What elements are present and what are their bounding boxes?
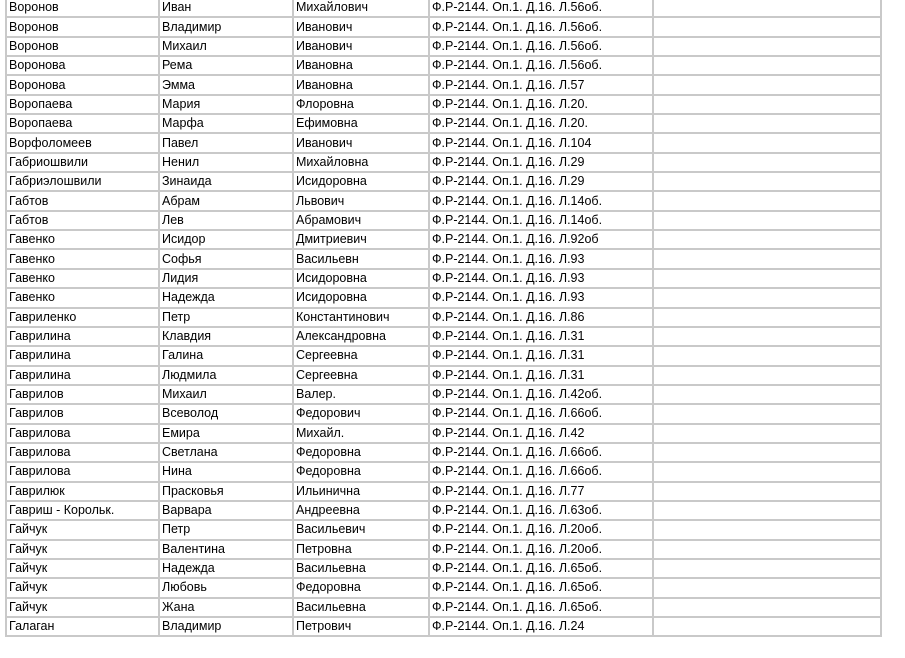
archive-reference-cell: Ф.Р-2144. Оп.1. Д.16. Л.65об.	[428, 558, 652, 577]
archive-reference-cell: Ф.Р-2144. Оп.1. Д.16. Л.57	[428, 74, 652, 93]
patronymic-cell: Ильинична	[292, 481, 428, 500]
archive-reference-cell: Ф.Р-2144. Оп.1. Д.16. Л.86	[428, 307, 652, 326]
archive-reference-cell: Ф.Р-2144. Оп.1. Д.16. Л.20.	[428, 94, 652, 113]
patronymic-cell: Иванович	[292, 16, 428, 35]
surname-cell: Гайчук	[5, 577, 158, 596]
patronymic-cell: Васильевич	[292, 519, 428, 538]
archive-reference-cell: Ф.Р-2144. Оп.1. Д.16. Л.42об.	[428, 384, 652, 403]
table-row	[5, 539, 880, 558]
archive-reference-cell: Ф.Р-2144. Оп.1. Д.16. Л.29	[428, 171, 652, 190]
empty-cell	[652, 442, 880, 461]
first-name-cell: Галина	[158, 345, 292, 364]
empty-cell	[652, 152, 880, 171]
first-name-cell: Всеволод	[158, 403, 292, 422]
archive-reference-cell: Ф.Р-2144. Оп.1. Д.16. Л.93	[428, 287, 652, 306]
first-name-cell: Владимир	[158, 616, 292, 635]
table-row	[5, 307, 880, 326]
table-row	[5, 190, 880, 209]
empty-cell	[652, 55, 880, 74]
patronymic-cell: Константинович	[292, 307, 428, 326]
surname-cell: Воропаева	[5, 94, 158, 113]
empty-cell	[652, 539, 880, 558]
first-name-cell: Клавдия	[158, 326, 292, 345]
archive-reference-cell: Ф.Р-2144. Оп.1. Д.16. Л.14об.	[428, 210, 652, 229]
empty-cell	[652, 248, 880, 267]
archive-reference-cell: Ф.Р-2144. Оп.1. Д.16. Л.65об.	[428, 597, 652, 616]
archive-reference-cell: Ф.Р-2144. Оп.1. Д.16. Л.56об.	[428, 0, 652, 16]
table-row	[5, 248, 880, 267]
patronymic-cell: Андреевна	[292, 500, 428, 519]
empty-cell	[652, 171, 880, 190]
table-row	[5, 268, 880, 287]
archive-reference-cell: Ф.Р-2144. Оп.1. Д.16. Л.14об.	[428, 190, 652, 209]
empty-cell	[652, 481, 880, 500]
surname-cell: Габтов	[5, 190, 158, 209]
table-row	[5, 94, 880, 113]
table-row	[5, 442, 880, 461]
archive-reference-cell: Ф.Р-2144. Оп.1. Д.16. Л.56об.	[428, 36, 652, 55]
empty-cell	[652, 307, 880, 326]
patronymic-cell: Александровна	[292, 326, 428, 345]
patronymic-cell: Флоровна	[292, 94, 428, 113]
surname-cell: Гаврилина	[5, 345, 158, 364]
empty-cell	[652, 16, 880, 35]
patronymic-cell: Абрамович	[292, 210, 428, 229]
surname-cell: Гайчук	[5, 539, 158, 558]
archive-reference-cell: Ф.Р-2144. Оп.1. Д.16. Л.56об.	[428, 55, 652, 74]
archive-reference-cell: Ф.Р-2144. Оп.1. Д.16. Л.93	[428, 248, 652, 267]
table-row	[5, 132, 880, 151]
first-name-cell: Жана	[158, 597, 292, 616]
patronymic-cell: Васильевна	[292, 558, 428, 577]
first-name-cell: Марфа	[158, 113, 292, 132]
table-row	[5, 16, 880, 35]
table-row	[5, 36, 880, 55]
first-name-cell: Людмила	[158, 365, 292, 384]
empty-cell	[652, 500, 880, 519]
archive-reference-cell: Ф.Р-2144. Оп.1. Д.16. Л.77	[428, 481, 652, 500]
first-name-cell: Надежда	[158, 287, 292, 306]
surname-cell: Гаврилова	[5, 442, 158, 461]
empty-cell	[652, 36, 880, 55]
empty-cell	[652, 519, 880, 538]
patronymic-cell: Сергеевна	[292, 365, 428, 384]
surname-cell: Гаврилова	[5, 461, 158, 480]
table-row	[5, 597, 880, 616]
empty-cell	[652, 365, 880, 384]
empty-cell	[652, 113, 880, 132]
archive-reference-cell: Ф.Р-2144. Оп.1. Д.16. Л.31	[428, 345, 652, 364]
first-name-cell: Михаил	[158, 384, 292, 403]
first-name-cell: Петр	[158, 307, 292, 326]
first-name-cell: Любовь	[158, 577, 292, 596]
table-row	[5, 74, 880, 93]
first-name-cell: Михаил	[158, 36, 292, 55]
archive-reference-cell: Ф.Р-2144. Оп.1. Д.16. Л.20об.	[428, 539, 652, 558]
patronymic-cell: Ивановна	[292, 55, 428, 74]
patronymic-cell: Львович	[292, 190, 428, 209]
archive-reference-cell: Ф.Р-2144. Оп.1. Д.16. Л.65об.	[428, 577, 652, 596]
empty-cell	[652, 461, 880, 480]
patronymic-cell: Васильевна	[292, 597, 428, 616]
table-row	[5, 0, 880, 16]
first-name-cell: Лев	[158, 210, 292, 229]
patronymic-cell: Дмитриевич	[292, 229, 428, 248]
surname-cell: Гавриленко	[5, 307, 158, 326]
first-name-cell: Эмма	[158, 74, 292, 93]
archive-reference-cell: Ф.Р-2144. Оп.1. Д.16. Л.20об.	[428, 519, 652, 538]
patronymic-cell: Васильевн	[292, 248, 428, 267]
patronymic-cell: Ефимовна	[292, 113, 428, 132]
surname-cell: Гавенко	[5, 268, 158, 287]
surname-cell: Гавриш - Корольк.	[5, 500, 158, 519]
table-row	[5, 171, 880, 190]
table-row	[5, 461, 880, 480]
patronymic-cell: Иванович	[292, 36, 428, 55]
surname-cell: Гаврилюк	[5, 481, 158, 500]
surname-cell: Габриэлошвили	[5, 171, 158, 190]
surname-cell: Гаврилина	[5, 365, 158, 384]
first-name-cell: Прасковья	[158, 481, 292, 500]
surname-cell: Воронова	[5, 74, 158, 93]
empty-cell	[652, 326, 880, 345]
empty-cell	[652, 0, 880, 16]
patronymic-cell: Исидоровна	[292, 171, 428, 190]
surname-cell: Воронов	[5, 0, 158, 16]
archive-reference-cell: Ф.Р-2144. Оп.1. Д.16. Л.29	[428, 152, 652, 171]
empty-cell	[652, 94, 880, 113]
first-name-cell: Надежда	[158, 558, 292, 577]
patronymic-cell: Исидоровна	[292, 287, 428, 306]
surname-cell: Гаврилова	[5, 423, 158, 442]
empty-cell	[652, 616, 880, 635]
first-name-cell: Иван	[158, 0, 292, 16]
patronymic-cell: Валер.	[292, 384, 428, 403]
patronymic-cell: Ивановна	[292, 74, 428, 93]
archive-reference-cell: Ф.Р-2144. Оп.1. Д.16. Л.56об.	[428, 16, 652, 35]
first-name-cell: Абрам	[158, 190, 292, 209]
first-name-cell: Рема	[158, 55, 292, 74]
first-name-cell: Емира	[158, 423, 292, 442]
table-row	[5, 326, 880, 345]
first-name-cell: Павел	[158, 132, 292, 151]
surname-cell: Гайчук	[5, 558, 158, 577]
surname-cell: Гавенко	[5, 287, 158, 306]
table-row	[5, 229, 880, 248]
empty-cell	[652, 190, 880, 209]
patronymic-cell: Сергеевна	[292, 345, 428, 364]
archive-reference-cell: Ф.Р-2144. Оп.1. Д.16. Л.20.	[428, 113, 652, 132]
first-name-cell: Варвара	[158, 500, 292, 519]
archive-reference-cell: Ф.Р-2144. Оп.1. Д.16. Л.66об.	[428, 442, 652, 461]
surname-cell: Гаврилов	[5, 403, 158, 422]
first-name-cell: Исидор	[158, 229, 292, 248]
patronymic-cell: Петровна	[292, 539, 428, 558]
empty-cell	[652, 423, 880, 442]
first-name-cell: Мария	[158, 94, 292, 113]
first-name-cell: Ненил	[158, 152, 292, 171]
surname-cell: Гавенко	[5, 248, 158, 267]
patronymic-cell: Михайловна	[292, 152, 428, 171]
table-row	[5, 365, 880, 384]
archive-reference-cell: Ф.Р-2144. Оп.1. Д.16. Л.92об	[428, 229, 652, 248]
surname-cell: Гайчук	[5, 597, 158, 616]
archive-reference-cell: Ф.Р-2144. Оп.1. Д.16. Л.63об.	[428, 500, 652, 519]
patronymic-cell: Федоровна	[292, 461, 428, 480]
surname-cell: Галаган	[5, 616, 158, 635]
empty-cell	[652, 384, 880, 403]
records-table-body	[5, 0, 880, 635]
first-name-cell: Петр	[158, 519, 292, 538]
surname-cell: Гавенко	[5, 229, 158, 248]
archive-reference-cell: Ф.Р-2144. Оп.1. Д.16. Л.104	[428, 132, 652, 151]
empty-cell	[652, 229, 880, 248]
first-name-cell: Валентина	[158, 539, 292, 558]
patronymic-cell: Федорович	[292, 403, 428, 422]
patronymic-cell: Федоровна	[292, 442, 428, 461]
table-row	[5, 384, 880, 403]
patronymic-cell: Федоровна	[292, 577, 428, 596]
table-row	[5, 210, 880, 229]
table-row	[5, 152, 880, 171]
archive-reference-cell: Ф.Р-2144. Оп.1. Д.16. Л.66об.	[428, 403, 652, 422]
patronymic-cell: Михайлович	[292, 0, 428, 16]
empty-cell	[652, 74, 880, 93]
patronymic-cell: Исидоровна	[292, 268, 428, 287]
table-row	[5, 481, 880, 500]
empty-cell	[652, 210, 880, 229]
surname-cell: Габриошвили	[5, 152, 158, 171]
surname-cell: Гаврилов	[5, 384, 158, 403]
table-row	[5, 500, 880, 519]
table-row	[5, 577, 880, 596]
table-row	[5, 423, 880, 442]
table-row	[5, 113, 880, 132]
empty-cell	[652, 577, 880, 596]
surname-cell: Ворфоломеев	[5, 132, 158, 151]
first-name-cell: Зинаида	[158, 171, 292, 190]
empty-cell	[652, 597, 880, 616]
empty-cell	[652, 558, 880, 577]
surname-cell: Воронов	[5, 16, 158, 35]
table-row	[5, 345, 880, 364]
first-name-cell: Светлана	[158, 442, 292, 461]
first-name-cell: Лидия	[158, 268, 292, 287]
table-row	[5, 403, 880, 422]
first-name-cell: Нина	[158, 461, 292, 480]
empty-cell	[652, 403, 880, 422]
archive-reference-cell: Ф.Р-2144. Оп.1. Д.16. Л.93	[428, 268, 652, 287]
patronymic-cell: Иванович	[292, 132, 428, 151]
surname-cell: Воронов	[5, 36, 158, 55]
table-row	[5, 616, 880, 635]
archive-reference-cell: Ф.Р-2144. Оп.1. Д.16. Л.42	[428, 423, 652, 442]
surname-cell: Воронова	[5, 55, 158, 74]
surname-cell: Гайчук	[5, 519, 158, 538]
archive-reference-cell: Ф.Р-2144. Оп.1. Д.16. Л.24	[428, 616, 652, 635]
table-row	[5, 558, 880, 577]
first-name-cell: Владимир	[158, 16, 292, 35]
empty-cell	[652, 345, 880, 364]
archive-reference-cell: Ф.Р-2144. Оп.1. Д.16. Л.31	[428, 365, 652, 384]
empty-cell	[652, 287, 880, 306]
archive-reference-cell: Ф.Р-2144. Оп.1. Д.16. Л.66об.	[428, 461, 652, 480]
table-row	[5, 287, 880, 306]
empty-cell	[652, 132, 880, 151]
table-row	[5, 519, 880, 538]
empty-cell	[652, 268, 880, 287]
archive-reference-cell: Ф.Р-2144. Оп.1. Д.16. Л.31	[428, 326, 652, 345]
patronymic-cell: Петрович	[292, 616, 428, 635]
patronymic-cell: Михайл.	[292, 423, 428, 442]
surname-cell: Гаврилина	[5, 326, 158, 345]
table-row	[5, 55, 880, 74]
records-table	[5, 0, 882, 637]
surname-cell: Габтов	[5, 210, 158, 229]
first-name-cell: Софья	[158, 248, 292, 267]
surname-cell: Воропаева	[5, 113, 158, 132]
